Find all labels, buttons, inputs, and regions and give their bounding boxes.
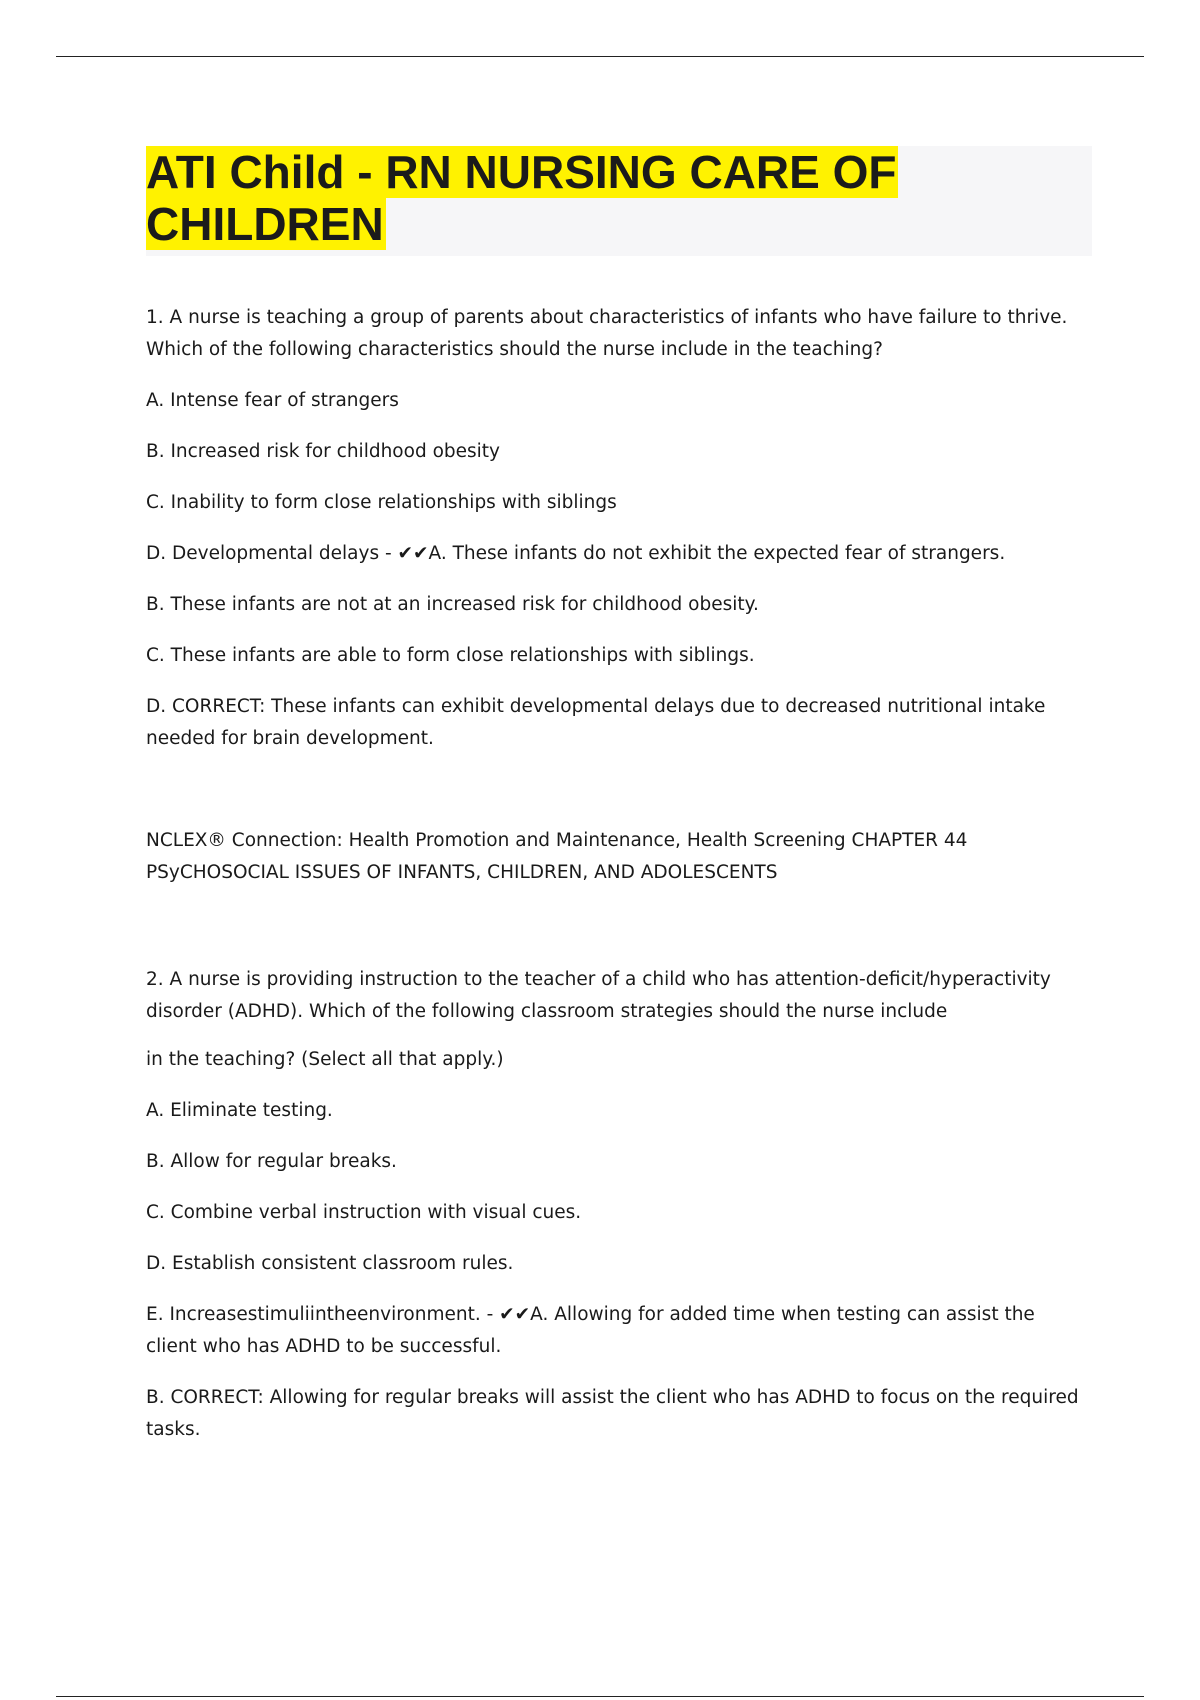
document-title bbox=[146, 146, 946, 250]
question-1-option-c: C. Inability to form close relationships with siblings bbox=[146, 492, 617, 513]
spacer bbox=[146, 908, 1086, 964]
title-highlight: ATI Child - RN NURSING CARE OF CHILDREN bbox=[146, 146, 897, 250]
question-2-option-b: B. Allow for regular breaks. bbox=[146, 1151, 397, 1172]
top-rule bbox=[56, 56, 1144, 57]
question-2-option-d: D. Establish consistent classroom rules. bbox=[146, 1253, 514, 1274]
question-1-rationale-c: C. These infants are able to form close relationships with siblings. bbox=[146, 645, 755, 666]
question-1-option-d: D. Developmental delays - ✔✔A. These infants do not exhibit the expected fear of strangers. bbox=[146, 543, 1006, 564]
spacer bbox=[146, 774, 1086, 825]
question-1-option-a: A. Intense fear of strangers bbox=[146, 390, 399, 411]
question-2-rationale-b: B. CORRECT: Allowing for regular breaks will assist the client who has ADHD to focus on the required tasks. bbox=[146, 1387, 1079, 1440]
question-2-option-a: A. Eliminate testing. bbox=[146, 1100, 333, 1121]
question-1-rationale-d: D. CORRECT: These infants can exhibit developmental delays due to decreased nutritional intake needed for brain development. bbox=[146, 696, 1046, 749]
question-1-rationale-b: B. These infants are not at an increased risk for childhood obesity. bbox=[146, 594, 759, 615]
question-2-option-e: E. Increasestimuliintheenvironment. - ✔✔A. Allowing for added time when testing can assist the client who has ADHD to be successful. bbox=[146, 1304, 1035, 1357]
document-body bbox=[146, 302, 1086, 1465]
bottom-rule bbox=[56, 1696, 1144, 1697]
question-1-stem: 1. A nurse is teaching a group of parents about characteristics of infants who have failure to thrive. Which of the following characteristics should the nurse include in the teaching? bbox=[146, 307, 1068, 360]
question-2-option-c: C. Combine verbal instruction with visual cues. bbox=[146, 1202, 582, 1223]
question-2-stem-continued: in the teaching? (Select all that apply.) bbox=[146, 1049, 504, 1070]
question-1-option-b: B. Increased risk for childhood obesity bbox=[146, 441, 500, 462]
question-1-nclex-connection: NCLEX® Connection: Health Promotion and Maintenance, Health Screening CHAPTER 44 PSyCHOSOCIAL ISSUES OF INFANTS, CHILDREN, AND ADOLESCENTS bbox=[146, 830, 968, 883]
question-2-stem: 2. A nurse is providing instruction to the teacher of a child who has attention-deficit/hyperactivity disorder (ADHD). Which of the following classroom strategies should the nurse include bbox=[146, 969, 1051, 1022]
